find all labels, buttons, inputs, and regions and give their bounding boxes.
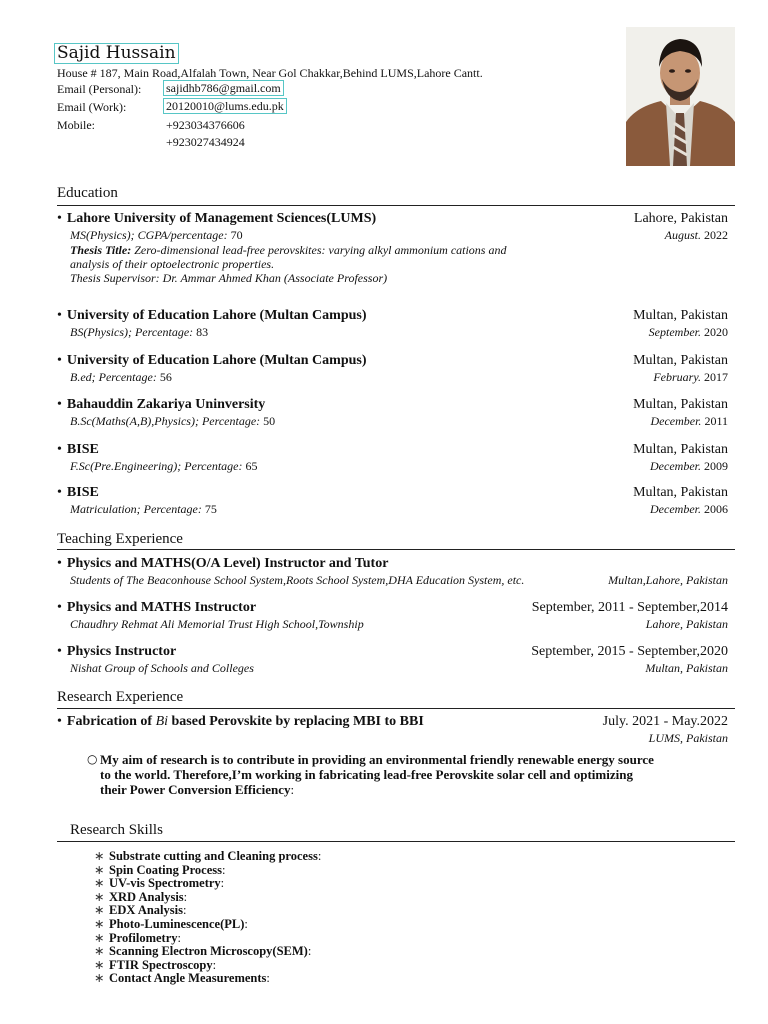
institution-name: University of Education Lahore (Multan Campus) bbox=[66, 353, 367, 368]
institution-name: BISE bbox=[66, 442, 99, 457]
research-aim-line: to the world. Therefore,I’m working in fabricating lead-free Perovskite solar cell and optimizing bbox=[100, 767, 633, 782]
research-dates: July. 2021 - May.2022 bbox=[602, 714, 728, 729]
bullet: • bbox=[57, 714, 62, 729]
education-entry bbox=[57, 353, 728, 385]
bullet: • bbox=[57, 211, 62, 226]
mobile-number-1: +923034376606 bbox=[166, 118, 245, 132]
degree-detail: B.ed; Percentage: bbox=[70, 370, 157, 384]
skills-divider bbox=[57, 841, 735, 842]
research-aim-line: My aim of research is to contribute in providing an environmental friendly renewable energy source bbox=[100, 752, 654, 767]
institution-location: Lahore, Pakistan bbox=[633, 211, 728, 226]
institution-name: BISE bbox=[66, 485, 99, 500]
email-work-link[interactable]: 20120010@lums.edu.pk bbox=[163, 98, 287, 114]
skill-item: ∗ EDX Analysis: bbox=[94, 903, 187, 918]
skills-list bbox=[94, 850, 321, 986]
teaching-entry bbox=[57, 644, 728, 676]
mobile-label: Mobile: bbox=[57, 118, 95, 132]
email-work-label: Email (Work): bbox=[57, 100, 127, 114]
completion-year: 2020 bbox=[704, 325, 728, 339]
education-heading: Education bbox=[57, 185, 118, 201]
completion-year: 2011 bbox=[704, 414, 728, 428]
teaching-dates: September, 2011 - September,2014 bbox=[531, 600, 728, 615]
skill-item: ∗ Contact Angle Measurements: bbox=[94, 971, 270, 986]
completion-year: 2022 bbox=[704, 228, 728, 242]
teaching-role: Physics and MATHS(O/A Level) Instructor and Tutor bbox=[66, 556, 389, 571]
thesis-label: Thesis Title: bbox=[70, 243, 132, 257]
degree-detail: B.Sc(Maths(A,B),Physics); Percentage: bbox=[70, 414, 261, 428]
teaching-dates: September, 2015 - September,2020 bbox=[531, 644, 728, 659]
research-heading: Research Experience bbox=[57, 689, 184, 705]
teaching-entry bbox=[57, 600, 728, 632]
institution-location: Multan, Pakistan bbox=[633, 442, 728, 457]
research-title-math: Bi bbox=[155, 714, 169, 729]
education-divider bbox=[57, 205, 735, 206]
degree-score: 50 bbox=[263, 414, 276, 428]
degree-detail: Matriculation; Percentage: bbox=[70, 502, 202, 516]
research-aim bbox=[100, 752, 736, 797]
completion-year: 2006 bbox=[704, 502, 728, 516]
teaching-role: Physics Instructor bbox=[66, 644, 177, 659]
skill-item: ∗ Scanning Electron Microscopy(SEM): bbox=[94, 944, 312, 959]
degree-score: 56 bbox=[159, 370, 172, 384]
completion-year: 2009 bbox=[704, 459, 728, 473]
bullet: • bbox=[57, 308, 62, 323]
profile-photo bbox=[626, 27, 735, 166]
completion-month: February. bbox=[653, 370, 701, 384]
thesis-supervisor: Thesis Supervisor: Dr. Ammar Ahmed Khan (Associate Professor) bbox=[70, 271, 388, 285]
teaching-entry bbox=[57, 556, 728, 588]
teaching-place: Multan,Lahore, Pakistan bbox=[608, 573, 728, 587]
teaching-place: Multan, Pakistan bbox=[645, 661, 728, 675]
teaching-heading: Teaching Experience bbox=[57, 531, 183, 547]
skill-item: ∗ UV-vis Spectrometry: bbox=[94, 876, 225, 891]
bullet: • bbox=[57, 442, 62, 457]
skill-item: ∗ Substrate cutting and Cleaning process: bbox=[94, 849, 322, 863]
skills-heading: Research Skills bbox=[70, 822, 163, 838]
education-entry bbox=[57, 308, 728, 340]
degree-detail: BS(Physics); Percentage: bbox=[70, 325, 194, 339]
email-personal-label: Email (Personal): bbox=[57, 82, 142, 96]
skill-item: ∗ FTIR Spectroscopy: bbox=[94, 957, 217, 972]
research-aim-line: their Power Conversion Efficiency bbox=[100, 782, 291, 797]
skill-item: ∗ Profilometry: bbox=[94, 930, 181, 945]
bullet: • bbox=[57, 644, 62, 659]
bullet: • bbox=[57, 485, 62, 500]
thesis-title: Zero-dimensional lead-free perovskites: varying alkyl ammonium cations and bbox=[134, 243, 507, 257]
sub-bullet: ○ bbox=[87, 752, 98, 766]
education-entry bbox=[57, 442, 728, 474]
institution-name: Lahore University of Management Sciences(LUMS) bbox=[66, 211, 377, 226]
education-entry bbox=[57, 211, 728, 285]
bullet: • bbox=[57, 556, 62, 571]
research-aim-colon: : bbox=[290, 782, 295, 797]
completion-month: December. bbox=[650, 414, 702, 428]
completion-year: 2017 bbox=[704, 370, 728, 384]
research-title-start: Fabrication of bbox=[66, 714, 153, 729]
institution-location: Multan, Pakistan bbox=[633, 308, 728, 323]
degree-score: 83 bbox=[196, 325, 209, 339]
research-place: LUMS, Pakistan bbox=[648, 731, 728, 745]
research-title-end: based Perovskite by replacing MBI to BBI bbox=[171, 714, 424, 729]
research-divider bbox=[57, 708, 735, 709]
education-entry bbox=[57, 485, 728, 517]
teaching-organization: Chaudhry Rehmat Ali Memorial Trust High School,Township bbox=[70, 617, 364, 631]
degree-score: 65 bbox=[245, 459, 258, 473]
bullet: • bbox=[57, 353, 62, 368]
degree-detail: F.Sc(Pre.Engineering); Percentage: bbox=[70, 459, 243, 473]
email-personal-link[interactable]: sajidhb786@gmail.com bbox=[163, 80, 284, 96]
completion-month: August. bbox=[664, 228, 701, 242]
teaching-role: Physics and MATHS Instructor bbox=[66, 600, 257, 615]
teaching-place: Lahore, Pakistan bbox=[645, 617, 728, 631]
thesis-title-continued: analysis of their optoelectronic properties. bbox=[70, 257, 275, 271]
research-entry bbox=[57, 714, 728, 746]
degree-detail: MS(Physics); CGPA/percentage: bbox=[70, 228, 228, 242]
institution-name: Bahauddin Zakariya Uninversity bbox=[66, 397, 266, 412]
resume-name: Sajid Hussain bbox=[54, 43, 179, 64]
degree-score: 75 bbox=[204, 502, 217, 516]
teaching-organization: Nishat Group of Schools and Colleges bbox=[70, 661, 254, 675]
institution-name: University of Education Lahore (Multan Campus) bbox=[66, 308, 367, 323]
institution-location: Multan, Pakistan bbox=[633, 485, 728, 500]
teaching-divider bbox=[57, 549, 735, 550]
institution-location: Multan, Pakistan bbox=[633, 353, 728, 368]
completion-month: December. bbox=[650, 459, 701, 473]
completion-month: September. bbox=[648, 325, 701, 339]
teaching-organization: Students of The Beaconhouse School System,Roots School System,DHA Education System, etc. bbox=[70, 573, 525, 587]
bullet: • bbox=[57, 397, 62, 412]
skill-item: ∗ Spin Coating Process: bbox=[94, 862, 226, 877]
mobile-number-2: +923027434924 bbox=[166, 135, 245, 149]
bullet: • bbox=[57, 600, 62, 615]
skill-item: ∗ Photo-Luminescence(PL): bbox=[94, 916, 248, 931]
institution-location: Multan, Pakistan bbox=[633, 397, 728, 412]
address: House # 187, Main Road,Alfalah Town, Near Gol Chakkar,Behind LUMS,Lahore Cantt. bbox=[57, 66, 483, 80]
education-entry bbox=[57, 397, 728, 429]
completion-month: December. bbox=[650, 502, 701, 516]
degree-score: 70 bbox=[230, 228, 243, 242]
skill-item: ∗ XRD Analysis: bbox=[94, 889, 188, 904]
